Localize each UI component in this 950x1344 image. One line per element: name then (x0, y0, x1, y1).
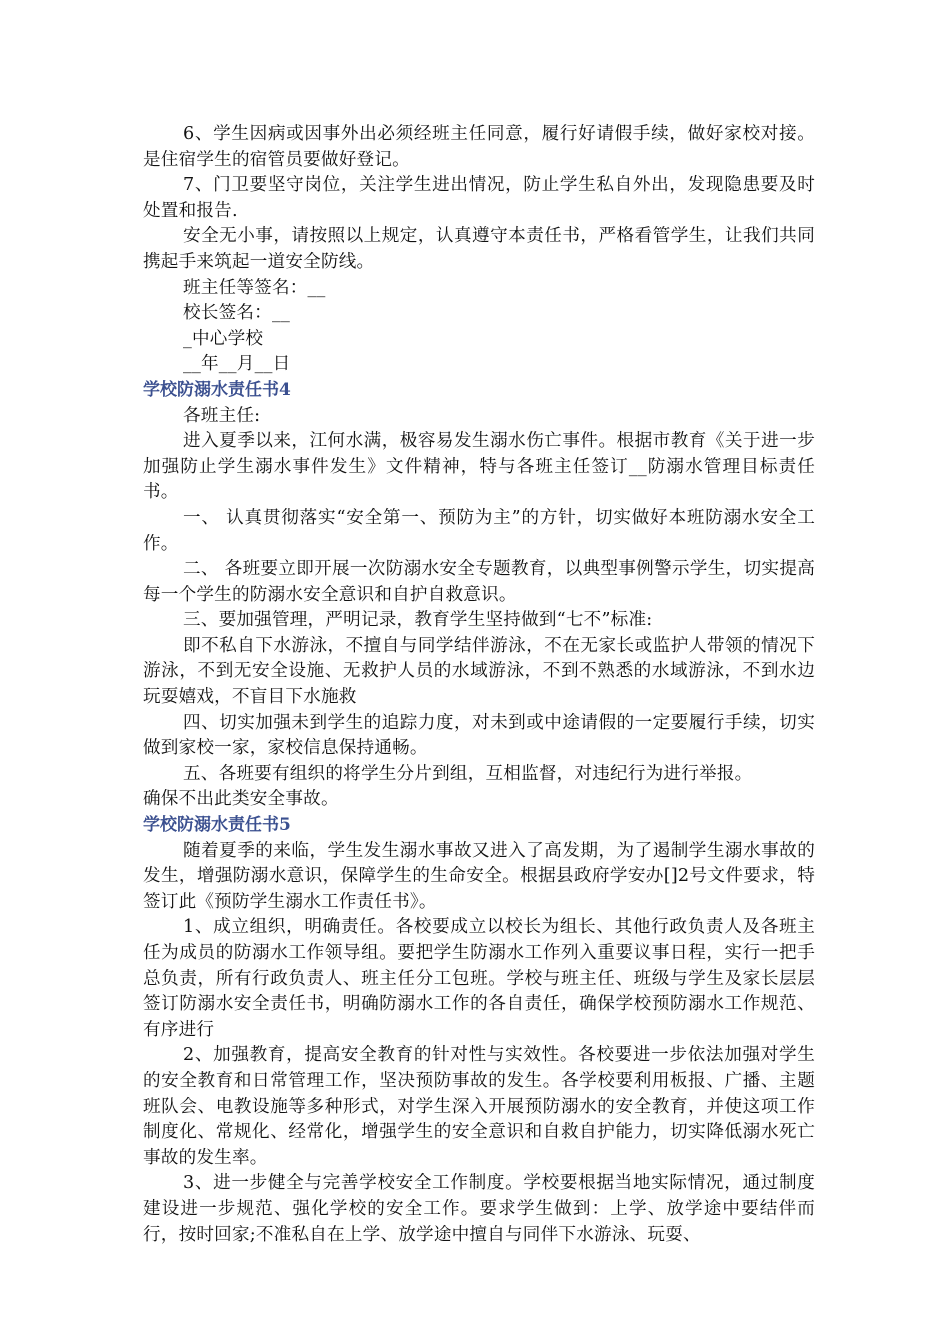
school-name-line: _中心学校 (183, 328, 264, 349)
section5-item-2: 2、加强教育，提高安全教育的针对性与实效性。各校要进一步依法加强对学生的安全教育和日常管理工作，坚决预防事故的发生。各学校要利用板报、广播、主题班队会、电教设施等多种形式，对学生深入开展预防溺水的安全教育，并使这项工作制度化、常规化、经常化，增强学生的安全意识和自救自护能力，切实降低溺水死亡事故的发生率。 (143, 1045, 815, 1168)
section4-intro: 进入夏季以来，江何水满，极容易发生溺水伤亡事件。根据市教育《关于进一步加强防止学生溺水事件发生》文件精神，特与各班主任签订__防溺水管理目标责任书。 (143, 431, 815, 503)
section4-item-4: 四、切实加强未到学生的追踪力度，对未到或中途请假的一定要履行手续，切实做到家校一家，家校信息保持通畅。 (143, 712, 815, 759)
document-page (143, 122, 815, 1248)
salutation: 各班主任: (183, 405, 261, 426)
paragraph-item-6: 6、学生因病或因事外出必须经班主任同意，履行好请假手续，做好家校对接。是住宿学生的宿管员要做好登记。 (143, 124, 815, 170)
section5-intro: 随着夏季的来临，学生发生溺水事故又进入了高发期，为了遏制学生溺水事故的发生，增强防溺水意识，保障学生的生命安全。根据县政府学安办[]2号文件要求，特签订此《预防学生溺水工作责任书》。 (143, 840, 815, 912)
section4-item-5-tail: 确保不出此类安全事故。 (143, 789, 339, 810)
section-heading-5: 学校防溺水责任书5 (143, 815, 291, 836)
section-heading-4: 学校防溺水责任书4 (143, 379, 291, 400)
section4-item-2: 二、 各班要立即开展一次防溺水安全专题教育，以典型事例警示学生，切实提高每一个学生的防溺水安全意识和自护自救意识。 (143, 559, 815, 605)
section4-item-3-detail: 即不私自下水游泳，不擅自与同学结伴游泳，不在无家长或监护人带领的情况下游泳，不到无安全设施、无救护人员的水域游泳，不到不熟悉的水域游泳，不到水边玩耍嬉戏，不盲目下水施救 (143, 635, 815, 708)
teacher-signature-line: 班主任等签名：__ (183, 277, 326, 298)
closing-paragraph: 安全无小事，请按照以上规定，认真遵守本责任书，严格看管学生，让我们共同携起手来筑起一道安全防线。 (143, 226, 815, 272)
section5-item-3: 3、进一步健全与完善学校安全工作制度。学校要根据当地实际情况，通过制度建设进一步规范、强化学校的安全工作。要求学生做到：上学、放学途中要结伴而行，按时回家;不准私自在上学、放学途中擅自与同伴下水游泳、玩耍、 (143, 1173, 815, 1245)
section5-item-1: 1、成立组织，明确责任。各校要成立以校长为组长、其他行政负责人及各班主任为成员的防溺水工作领导组。要把学生防溺水工作列入重要议事日程，实行一把手总负责，所有行政负责人、班主任分工包班。学校与班主任、班级与学生及家长层层签订防溺水安全责任书，明确防溺水工作的各自责任，确保学校预防溺水工作规范、有序进行 (143, 917, 815, 1040)
section4-item-3: 三、要加强管理，严明记录，教育学生坚持做到“七不”标准: (183, 610, 653, 631)
principal-signature-line: 校长签名：__ (183, 303, 290, 324)
paragraph-item-7: 7、门卫要坚守岗位，关注学生进出情况，防止学生私自外出，发现隐患要及时处置和报告. (143, 175, 815, 221)
section4-item-5: 五、各班要有组织的将学生分片到组，互相监督，对违纪行为进行举报。 (183, 763, 753, 784)
section4-item-1: 一、 认真贯彻落实“安全第一、预防为主”的方针，切实做好本班防溺水安全工作。 (143, 507, 815, 554)
date-line: __年__月__日 (183, 354, 291, 375)
